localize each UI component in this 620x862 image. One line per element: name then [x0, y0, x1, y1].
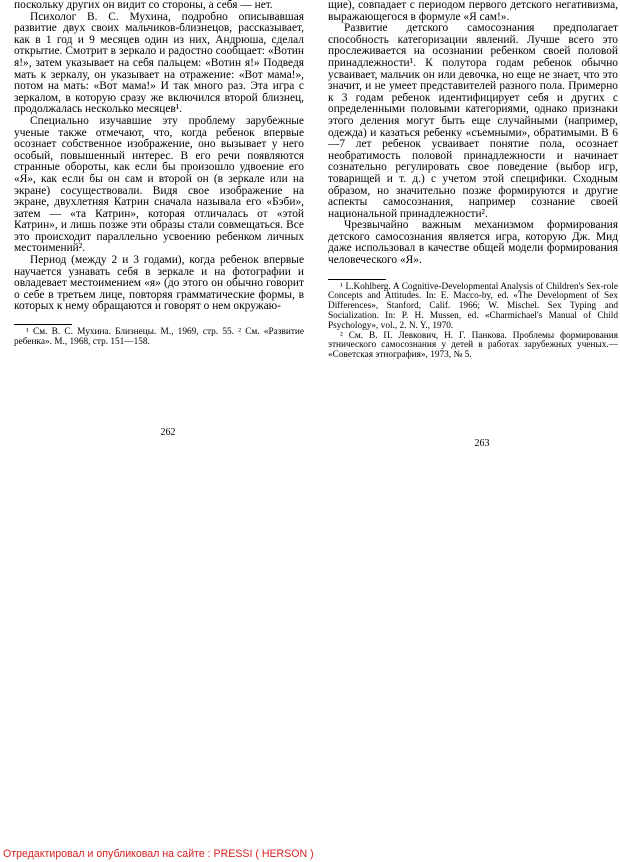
right-footnote-1: ¹ L.Kohlberg. A Cognitive-Developmental Analysis of Children's Sex-role Concepts and Attitudes. In: E. Macco-by, ed. «The Development of Sex Differences», Stanford, Calif. 1966; W. Mischel. Sex Typing and Socialization. In: P. H. Mussen, ed. «Charmichael's Manual of Child Psychology», vol., 2. N. Y., 1970.: [328, 281, 618, 331]
left-page: [14, 0, 304, 348]
right-page: [328, 0, 618, 361]
right-page-body: [328, 0, 618, 267]
right-paragraph-3: Чрезвычайно важным механизмом формирования детского самосознания является игра, которую Дж. Мид даже использовал в качестве общей модели формирования человеческого «Я».: [328, 219, 618, 267]
page-number-right: 263: [474, 438, 490, 449]
right-footnotes: [328, 279, 618, 361]
footnote-rule: [14, 324, 72, 325]
right-footnote-2: ² См. В. П. Левкович, Н. Г. Панкова. Проблемы формирования этнического самосознания у детей в работах зарубежных ученых.— «Советская этнография», 1973, № 5.: [328, 330, 618, 361]
right-paragraph-1: щие), совпадает с периодом первого детского негативизма, выражающегося в формуле «Я сам!».: [328, 0, 618, 23]
left-footnotes: [14, 324, 304, 348]
left-footnote: ¹ См. В. С. Мухина. Близнецы. М., 1969, стр. 55. ² См. «Развитие ребенка». М., 1968, стр. 151—158.: [14, 327, 304, 347]
left-paragraph-1: поскольку других он видит со стороны, а себя — нет.: [14, 0, 273, 11]
footnote-rule: [328, 279, 386, 280]
left-paragraph-3: Специально изучавшие эту проблему зарубежные ученые также отмечают, что, когда ребенок впервые осознает собственное изображение, оно вызывает у него особый, повышенный интерес. В его речи появляются странные обороты, как если бы произошло удвоение его «Я», как если бы он сам и второй он (в зеркале или на экране) сосуществовали. Видя свое изображение на экране, двухлетняя Катрин сначала называла его «Бэби», затем — «та Катрин», которая отличалась от «этой Катрин», и лишь позже эти образы стали совмещаться. Все это происходит параллельно усвоению ребенком личных местоимений².: [14, 114, 304, 255]
left-paragraph-4: Период (между 2 и 3 годами), когда ребенок впервые научается узнавать себя в зеркале и на фотографии и овладевает местоимением «я» (до этого он обычно говорит о себе в третьем лице, повторяя грамматические формы, в которых к нему обращаются и говорят о нем окружаю-: [14, 254, 304, 313]
right-paragraph-2: Развитие детского самосознания предполагает способность категоризации явлений. Лучше всего это прослеживается на осознании ребенком своей половой принадлежности¹. К полутора годам ребенок обычно усваивает, мальчик он или девочка, но еще не знает, что это значит, и не умеет представителей разного пола. Примерно к 3 годам ребенок идентифицирует себя и других с определенными половыми категориями, однако признаки этого деления могут быть еще случайными (например, одежда) и казаться ребенку «съемными», обратимыми. В 6—7 лет ребенок усваивает понятие пола, осознает необратимость половой принадлежности и начинает сознательно регулировать свое поведение (выбор игр, товарищей и т. д.) с учетом этой специфики. Сходным образом, но значительно позже формируются и другие аспекты самосознания, например сознание своей национальной принадлежности².: [328, 22, 618, 220]
page-number-left: 262: [160, 427, 176, 438]
site-credit-footer: Отредактировал и опубликовал на сайте : PRESSI ( HERSON ): [3, 848, 314, 860]
left-page-body: [14, 0, 304, 313]
left-paragraph-2: Психолог В. С. Мухина, подробно описывавшая развитие двух своих мальчиков-близнецов, рассказывает, как в 1 год и 9 месяцев один из них, Андрюша, сделал открытие. Смотрит в зеркало и радостно сообщает: «Вотин я!», затем указывает на себя пальцем: «Вотин я!» Подведя мать к зеркалу, он указывает на отражение: «Вот мама!», потом на мать: «Вот мама!» И так много раз. Эта игра с зеркалом, в которую сразу же включился второй близнец, продолжалась несколько месяцев¹.: [14, 10, 304, 116]
